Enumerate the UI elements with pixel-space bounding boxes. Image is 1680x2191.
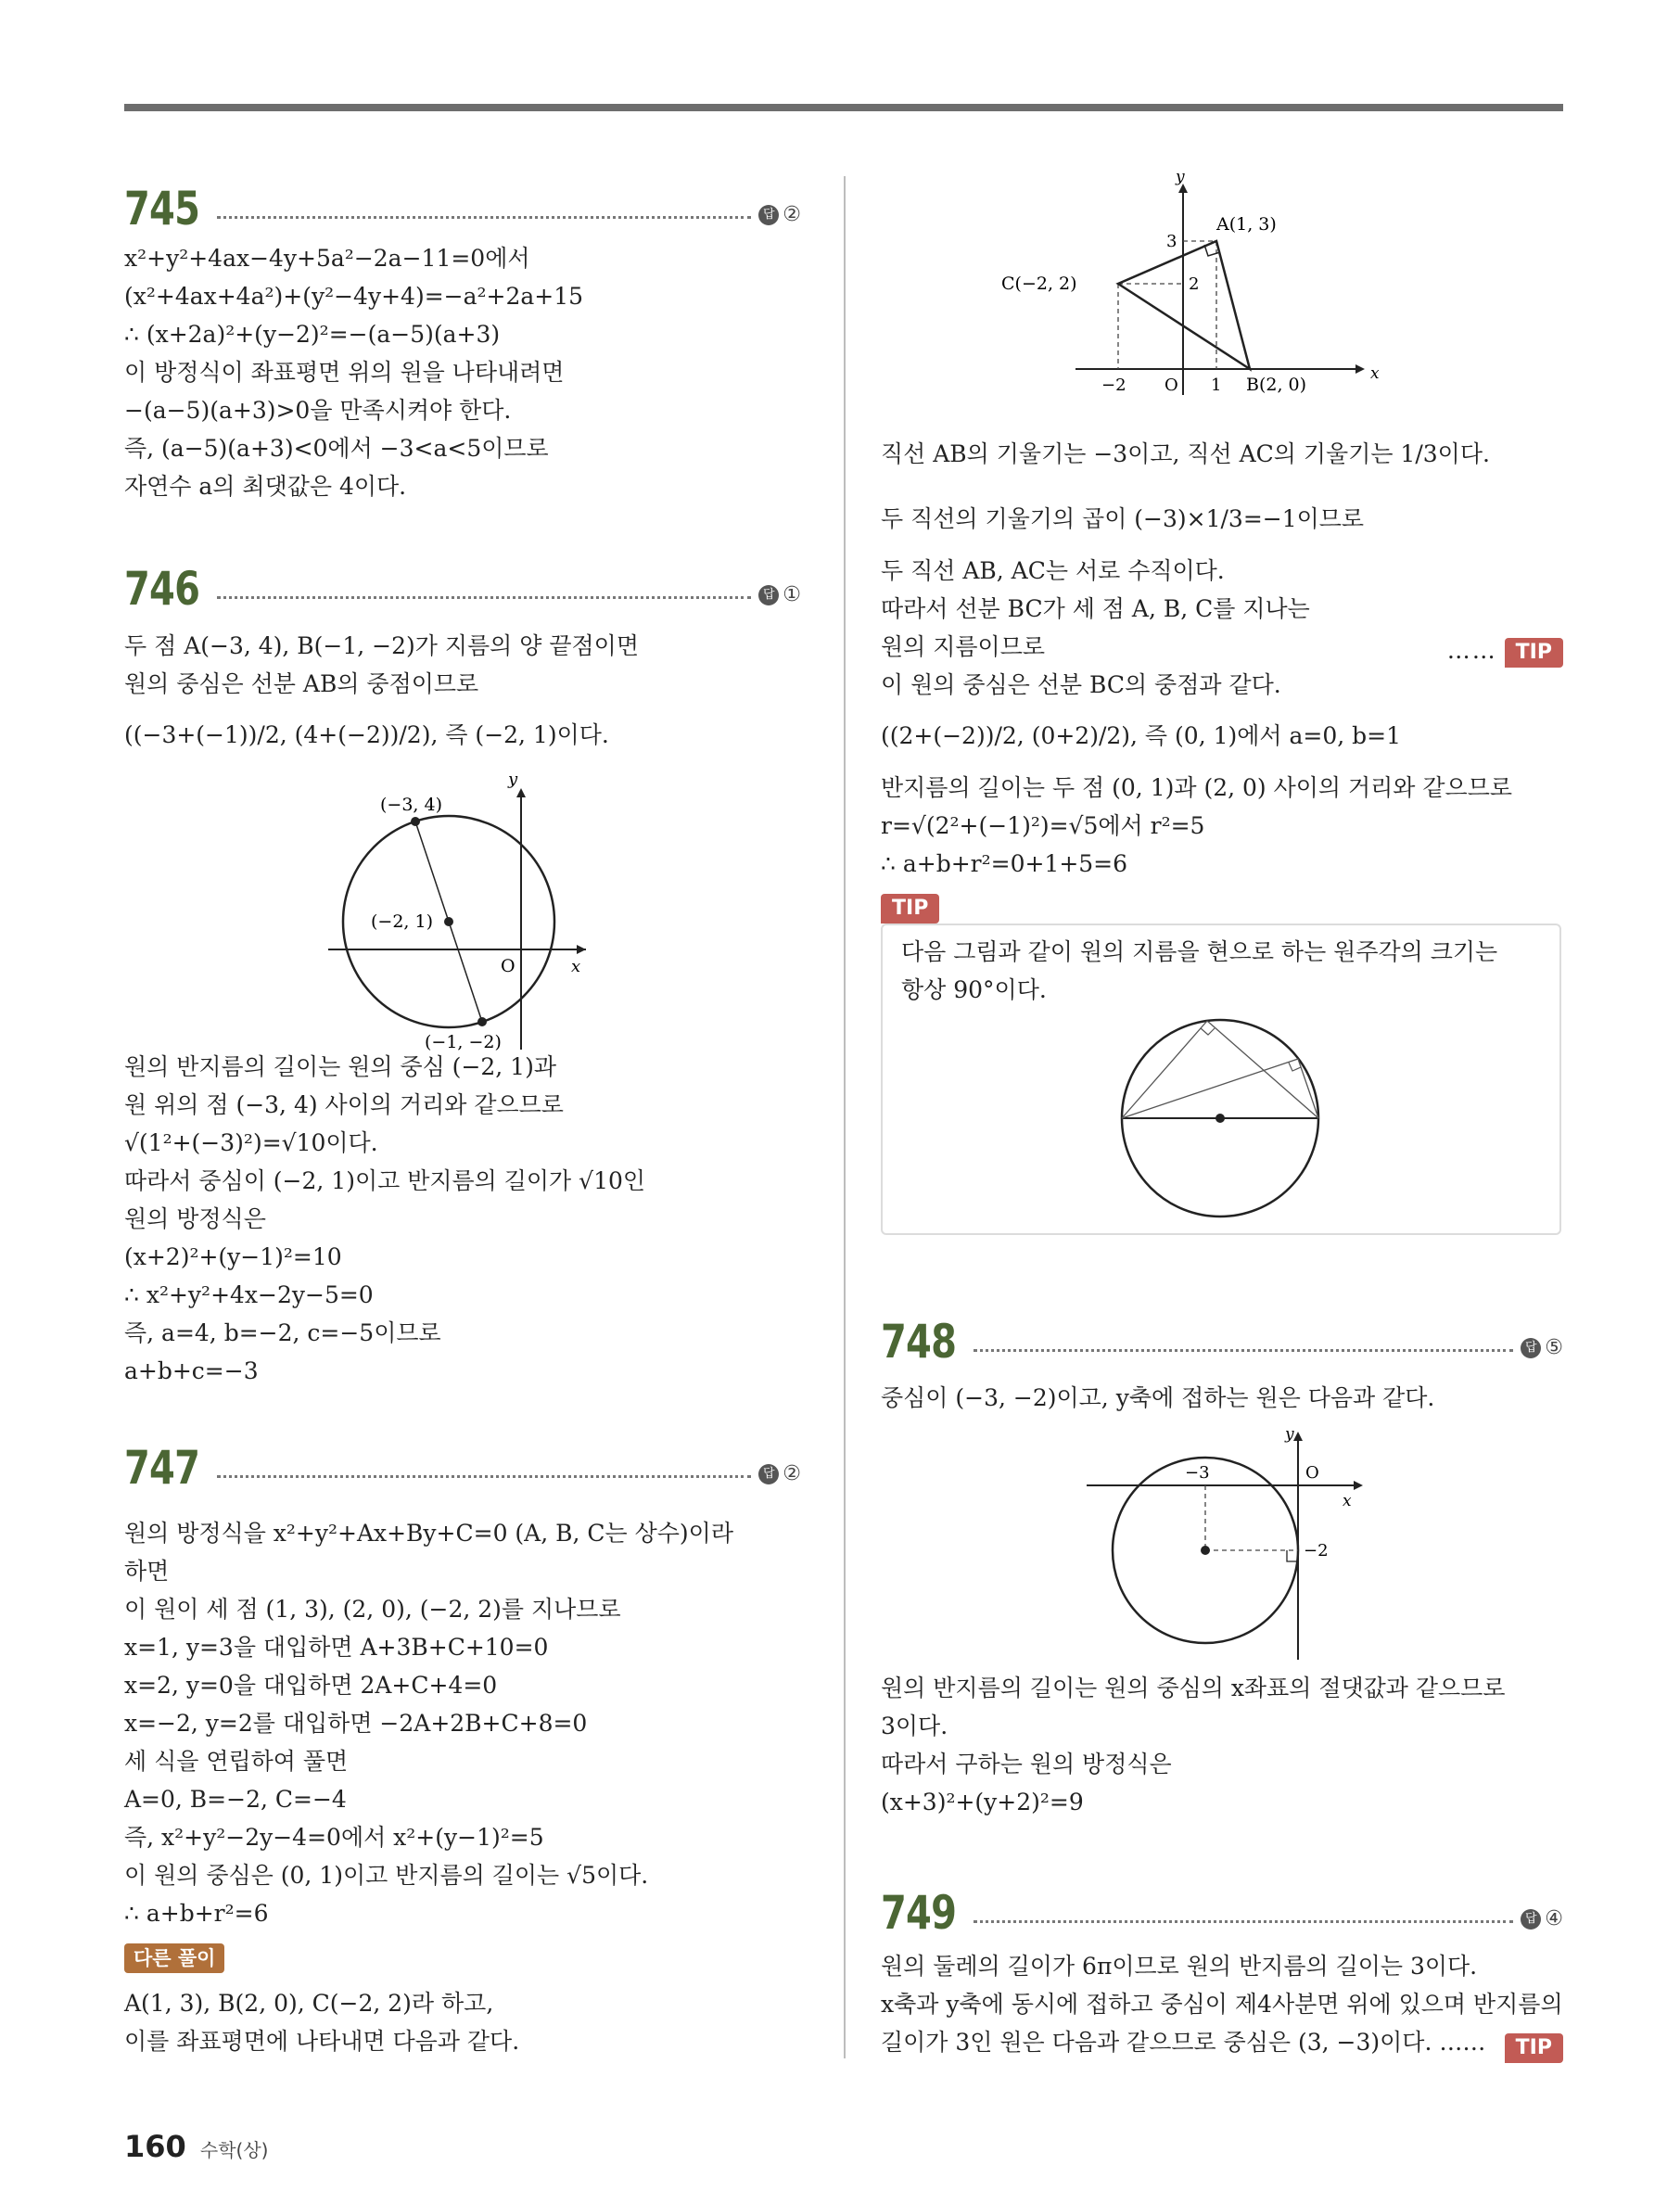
- top-rule: [124, 104, 1563, 111]
- tip-box: [881, 924, 1561, 1235]
- solution-line: r=√(2²+(−1)²)=√5에서 r²=5: [881, 812, 1205, 839]
- solution-line: 반지름의 길이는 두 점 (0, 1)과 (2, 0) 사이의 거리와 같으므로: [881, 774, 1512, 801]
- answer-icon: 답: [758, 205, 779, 225]
- problem-749-header: [881, 1880, 1563, 1940]
- tip-text: [901, 933, 1541, 1009]
- y-axis-label: y: [508, 770, 518, 789]
- problem-746-solution-top: [124, 627, 801, 768]
- solution-line: 원의 반지름의 길이는 원의 중심 (−2, 1)과: [124, 1053, 556, 1080]
- solution-line: 두 점 A(−3, 4), B(−1, −2)가 지름의 양 끝점이면: [124, 632, 639, 659]
- solution-line: 원의 반지름의 길이는 원의 중심의 x좌표의 절댓값과 같으므로: [881, 1675, 1506, 1701]
- tip-reference: TIP: [1505, 2027, 1563, 2065]
- tick-minus-2: −2: [1101, 376, 1126, 395]
- center-label: (−2, 1): [371, 911, 434, 932]
- answer-icon: 답: [1521, 1909, 1541, 1930]
- center-point: [1215, 1114, 1225, 1123]
- leader-dots: [217, 596, 751, 599]
- x-axis-label: x: [1370, 364, 1380, 383]
- page-footer: [124, 2129, 268, 2164]
- solution-line: x=−2, y=2를 대입하면 −2A+2B+C+8=0: [124, 1710, 588, 1737]
- leader-dots: [974, 1349, 1513, 1352]
- solution-line: 원 위의 점 (−3, 4) 사이의 거리와 같으므로: [124, 1091, 564, 1118]
- x-axis-label: x: [1343, 1492, 1352, 1510]
- leader-dots: [217, 216, 751, 219]
- answer-icon: 답: [758, 585, 779, 605]
- solution-line: 두 직선의 기울기의 곱이 (−3)×1/3=−1이므로: [881, 505, 1365, 532]
- triangle-diagram-747: [1001, 168, 1409, 399]
- problem-749-solution: [881, 1947, 1563, 2061]
- point-b-label: B(2, 0): [1246, 375, 1307, 395]
- answer-label: 답 ④: [1521, 1907, 1563, 1930]
- problem-747-header: [124, 1435, 801, 1495]
- solution-line: 이 원의 중심은 선분 BC의 중점과 같다.: [881, 671, 1281, 698]
- solution-line: A=0, B=−2, C=−4: [124, 1786, 347, 1813]
- answer-label: 답 ⑤: [1521, 1336, 1563, 1359]
- y-axis-label: y: [1176, 168, 1185, 186]
- solution-line: 이 원이 세 점 (1, 3), (2, 0), (−2, 2)를 지나므로: [124, 1596, 621, 1623]
- problem-745-solution: [124, 239, 801, 505]
- answer-label: 답 ②: [758, 203, 801, 226]
- solution-line: 원의 둘레의 길이가 6π이므로 원의 반지름의 길이는 3이다.: [881, 1953, 1478, 1980]
- solution-line: 세 식을 연립하여 풀면: [124, 1748, 349, 1775]
- solution-line: 이 방정식이 좌표평면 위의 원을 나타내려면: [124, 359, 565, 386]
- right-angle-mark: [1201, 1028, 1215, 1035]
- x-axis-arrow-icon: [1354, 1481, 1363, 1490]
- origin-label: O: [501, 956, 515, 976]
- origin-label: O: [1165, 376, 1178, 395]
- tick-2: 2: [1189, 274, 1200, 294]
- answer-icon: 답: [758, 1464, 779, 1484]
- solution-line: √(1²+(−3)²)=√10이다.: [124, 1129, 378, 1156]
- solution-line: 하면: [124, 1558, 170, 1585]
- solution-line: ((−3+(−1))/2, (4+(−2))/2), 즉 (−2, 1)이다.: [124, 721, 609, 748]
- answer-icon: 답: [1521, 1338, 1541, 1358]
- origin-label: O: [1305, 1463, 1319, 1483]
- solution-line: A(1, 3), B(2, 0), C(−2, 2)라 하고,: [124, 1990, 494, 2017]
- solution-line: x=2, y=0을 대입하면 2A+C+4=0: [124, 1672, 498, 1699]
- solution-line: 원의 방정식을 x²+y²+Ax+By+C=0 (A, B, C는 상수)이라: [124, 1520, 733, 1547]
- point-a-label: (−3, 4): [380, 795, 443, 815]
- tick-1: 1: [1211, 376, 1222, 395]
- solution-line: x²+y²+4ax−4y+5a²−2a−11=0에서: [124, 245, 530, 272]
- solution-line: ∴ x²+y²+4x−2y−5=0: [124, 1281, 374, 1308]
- solution-line: 이 원의 중심은 (0, 1)이고 반지름의 길이는 √5이다.: [124, 1862, 649, 1889]
- leader-dots: [217, 1475, 751, 1478]
- solution-line: 중심이 (−3, −2)이고, y축에 접하는 원은 다음과 같다.: [881, 1384, 1435, 1411]
- solution-line: 즉, x²+y²−2y−4=0에서 x²+(y−1)²=5: [124, 1824, 544, 1851]
- solution-line: ((2+(−2))/2, (0+2)/2), 즉 (0, 1)에서 a=0, b=1: [881, 722, 1402, 749]
- problem-number: 749: [881, 1886, 957, 1940]
- x-axis-arrow-icon: [577, 945, 586, 954]
- x-axis-arrow-icon: [1355, 364, 1365, 374]
- solution-line: 직선 AB의 기울기는 −3이고, 직선 AC의 기울기는 1/3이다.: [881, 440, 1490, 467]
- solution-line: (x+2)²+(y−1)²=10: [124, 1243, 342, 1270]
- point-b-label: (−1, −2): [425, 1032, 502, 1052]
- point-a: [411, 817, 420, 826]
- column-divider: [844, 176, 846, 2058]
- solution-line: 원의 지름이므로 …… TIP: [881, 628, 1563, 666]
- right-angle-mark: [1289, 1063, 1301, 1071]
- point-c-label: C(−2, 2): [1001, 274, 1077, 294]
- solution-line: 즉, a=4, b=−2, c=−5이므로: [124, 1319, 441, 1346]
- solution-line: a+b+c=−3: [124, 1357, 259, 1384]
- answer-label: 답 ②: [758, 1462, 801, 1485]
- tip-reference: …… TIP: [1447, 631, 1563, 669]
- solution-line: 길이가 3인 원은 다음과 같으므로 중심은 (3, −3)이다. …… TIP: [881, 2023, 1563, 2061]
- problem-number: 746: [124, 562, 200, 616]
- solution-line: 자연수 a의 최댓값은 4이다.: [124, 473, 407, 500]
- tick-minus-3: −3: [1185, 1463, 1210, 1483]
- solution-line: ∴ a+b+r²=6: [124, 1900, 269, 1927]
- alt-solution: [124, 1984, 801, 2060]
- solution-line: ∴ (x+2a)²+(y−2)²=−(a−5)(a+3): [124, 321, 501, 348]
- problem-747-solution-right: [881, 422, 1563, 883]
- tick-3: 3: [1166, 232, 1177, 251]
- tick-minus-2: −2: [1304, 1541, 1329, 1560]
- solution-line: 원의 중심은 선분 AB의 중점이므로: [124, 670, 479, 697]
- solution-line: 원의 방정식은: [124, 1205, 266, 1232]
- point-a-label: A(1, 3): [1216, 214, 1277, 235]
- solution-line: 3이다.: [881, 1713, 948, 1739]
- point-center: [444, 917, 453, 926]
- problem-number: 748: [881, 1315, 957, 1369]
- solution-line: −(a−5)(a+3)>0을 만족시켜야 한다.: [124, 397, 512, 424]
- solution-line: 즉, (a−5)(a+3)<0에서 −3<a<5이므로: [124, 435, 549, 462]
- tip-line: 항상 90°이다.: [901, 976, 1047, 1003]
- problem-746-solution-bottom: [124, 1048, 801, 1390]
- book-title: 수학(상): [199, 2139, 269, 2161]
- alt-solution-tag: 다른 풀이: [124, 1943, 224, 1973]
- solution-line: 따라서 구하는 원의 방정식은: [881, 1751, 1172, 1777]
- tangent-circle-diagram-748: [1075, 1426, 1372, 1667]
- x-axis-label: x: [571, 957, 581, 976]
- tip-line: 다음 그림과 같이 원의 지름을 현으로 하는 원주각의 크기는: [901, 938, 1498, 965]
- tip-box-tag: TIP: [881, 894, 939, 924]
- problem-748-header: [881, 1309, 1563, 1369]
- solution-line: 따라서 중심이 (−2, 1)이고 반지름의 길이가 √10인: [124, 1167, 646, 1194]
- right-angle-mark: [1287, 1550, 1298, 1561]
- solution-line: 따라서 선분 BC가 세 점 A, B, C를 지나는: [881, 595, 1310, 622]
- solution-line: (x+3)²+(y+2)²=9: [881, 1789, 1084, 1815]
- y-axis-arrow-icon: [516, 788, 526, 797]
- solution-line: ∴ a+b+r²=0+1+5=6: [881, 850, 1128, 877]
- problem-745-header: [124, 176, 801, 236]
- problem-748-solution: [881, 1669, 1563, 1821]
- point-b: [477, 1017, 487, 1026]
- inscribed-angle-diagram: [1114, 1014, 1328, 1224]
- answer-label: 답 ①: [758, 583, 801, 606]
- problem-number: 745: [124, 182, 200, 236]
- solution-line: (x²+4ax+4a²)+(y²−4y+4)=−a²+2a+15: [124, 283, 584, 310]
- circle-diagram-746: [328, 771, 718, 1050]
- solution-line: 이를 좌표평면에 나타내면 다음과 같다.: [124, 2028, 520, 2055]
- solution-line: 두 직선 AB, AC는 서로 수직이다.: [881, 557, 1225, 584]
- problem-748-intro: [881, 1379, 1563, 1417]
- center-point: [1201, 1546, 1210, 1555]
- solution-line: x축과 y축에 동시에 접하고 중심이 제4사분면 위에 있으며 반지름의: [881, 1991, 1563, 2018]
- problem-747-solution: [124, 1514, 801, 1932]
- page-number: 160: [124, 2129, 186, 2164]
- y-axis-label: y: [1285, 1425, 1294, 1444]
- leader-dots: [974, 1920, 1513, 1923]
- solution-line: x=1, y=3을 대입하면 A+3B+C+10=0: [124, 1634, 549, 1661]
- problem-number: 747: [124, 1441, 200, 1495]
- y-axis-arrow-icon: [1293, 1432, 1303, 1441]
- problem-746-header: [124, 556, 801, 616]
